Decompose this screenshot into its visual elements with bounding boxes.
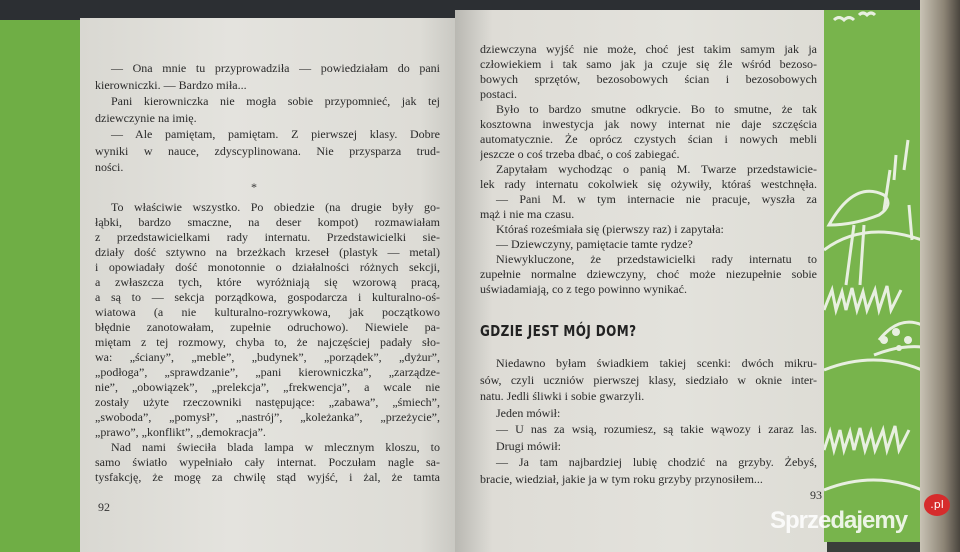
- text-line: błędnie zanotowałam, zupełnie odruchowo). Niewiele pa-: [95, 320, 440, 334]
- text-line: — Dziewczyny, pamiętacie tamte rydze?: [496, 237, 693, 251]
- page-number-right: 93: [810, 488, 822, 502]
- text-line: kosztowna inwestycja jak nowy internat nie daje szczęścia: [480, 117, 817, 131]
- text-line: samo światło wypełniało cały internat. Poczułam nagle sa-: [95, 455, 440, 469]
- book-edge: [920, 0, 960, 552]
- watermark-logo: Sprzedajemy: [770, 507, 908, 534]
- text-line: sów, czyli uczniów pierwszej klasy, siedziało w oknie inter-: [480, 372, 817, 387]
- text-line: bracie, wiedział, jakie ja w tym roku grzyby przynosiłem...: [480, 471, 763, 486]
- text-line: zostały użyte rzeczowniki następujące: „zabawa”, „śmiech”,: [95, 395, 440, 409]
- page-number-left: 92: [98, 500, 110, 514]
- text-line: jeszcze o coś trzeba dbać, o coś zabiegać.: [480, 147, 680, 161]
- text-line: „podłoga”, „sprawdzanie”, „pani kierowniczka”, „zarządze-: [95, 365, 440, 379]
- left-endpaper-green: [0, 20, 82, 552]
- text-line: dziewczynie na imię.: [95, 110, 197, 125]
- text-line: Drugi mówił:: [496, 438, 561, 453]
- text-line: natu. Jedli śliwki i sobie gwarzyli.: [480, 389, 645, 403]
- text-line: miętam z tej rozmowy, chyba to, że najczęściej padały sło-: [95, 335, 440, 349]
- text-line: lek rady internatu cokolwiek się ożywiły, któraś westchnęła.: [480, 177, 817, 191]
- text-line: Pani kierowniczka nie mogła sobie przypomnieć, jak tej: [111, 94, 440, 108]
- text-line: z przedstawicielkami rady internatu. Przedstawicielki sie-: [95, 230, 440, 244]
- text-line: — Ja tam najbardziej lubię chodzić na grzyby. Żebyś,: [496, 455, 817, 469]
- text-line: — Ona mnie tu przyprowadziła — powiedziałam do pani: [111, 61, 440, 75]
- text-line: Było to bardzo smutne odkrycie. Bo to smutne, że tak: [496, 102, 817, 116]
- text-line: a zwłaszcza tych, które wyróżniają się wzorową pracą,: [95, 275, 440, 289]
- right-text-block-1: [480, 42, 817, 297]
- text-line: dziewczyna wyjść nie może, choć jest takim samym jak ja: [480, 42, 817, 56]
- text-line: zupełnie normalne dziewczyny, choć może niezupełnie sobie: [480, 267, 817, 281]
- watermark-logo-badge: .pl: [924, 494, 950, 516]
- text-line: kierowniczki. — Bardzo miła...: [95, 77, 247, 92]
- text-line: — Ale pamiętam, pamiętam. Z pierwszej klasy. Dobre: [111, 127, 440, 141]
- text-line: To właściwie wszystko. Po obiedzie (na drugie były go-: [111, 200, 440, 214]
- text-line: Któraś roześmiała się (pierwszy raz) i zapytała:: [496, 222, 724, 236]
- text-line: działy dość sztywno na brzeżkach krzeseł (plastyk — metal): [95, 245, 440, 259]
- left-text-block-1: [95, 60, 440, 176]
- text-line: „swoboda”, „pomysł”, „nastrój”, „koleżanka”, „przeżycie”,: [95, 410, 440, 424]
- left-text-block-2: [95, 200, 440, 485]
- text-line: nie”, „obowiązek”, „prelekcja”, „frekwencja”, a wcale nie: [95, 380, 440, 394]
- text-line: „prawo”, „konflikt”, „demokracja”.: [95, 425, 266, 439]
- chapter-heading: GDZIE JEST MÓJ DOM?: [480, 322, 637, 340]
- text-line: — Pani M. w tym internacie nie pracuje, wyszła za: [496, 192, 817, 206]
- text-line: wiatowa (a nie kulturalno-rozrywkowa, jak początkowo: [95, 305, 440, 319]
- text-line: bowych sprzętów, bezosobowych ścian i bezosobowych: [480, 72, 817, 86]
- section-separator: *: [251, 180, 257, 194]
- text-line: tysfakcję, że mogę za chwilę stąd wyjść, i żal, że tamta: [95, 470, 440, 484]
- text-line: ności.: [95, 160, 124, 174]
- mushroom-illustration-icon: [824, 10, 922, 542]
- text-line: — U nas za wsią, rozumiesz, są takie wąwozy i zaraz las.: [496, 422, 817, 436]
- right-text-block-2: [480, 355, 817, 487]
- text-line: Zapytałam wychodząc o panią M. Twarze przedstawicie-: [496, 162, 817, 176]
- text-line: człowiekiem i tak samo jak ja czuje się źle wśród bezoso-: [480, 57, 817, 71]
- text-line: postaci.: [480, 87, 517, 101]
- mushroom-illustration: [824, 10, 922, 542]
- text-line: Jeden mówił:: [496, 405, 561, 420]
- text-line: Niedawno byłam świadkiem takiej scenki: dwóch mikru-: [496, 356, 817, 370]
- text-line: mąż i nie ma czasu.: [480, 207, 575, 221]
- text-line: łąbki, bardzo smaczne, na deser kompot) rozmawiałam: [95, 215, 440, 229]
- text-line: wa: „ściany”, „meble”, „budynek”, „porządek”, „dyżur”,: [95, 350, 440, 364]
- text-line: uświadamiają, co z tego powinno wynikać.: [480, 282, 687, 296]
- text-line: wyniki w nauce, zdyscyplinowana. Nie przysparza trud-: [95, 143, 440, 158]
- text-line: Niewykluczone, że przedstawicielki rady internatu to: [496, 252, 817, 266]
- text-line: Nad nami świeciła blada lampa w mlecznym kloszu, to: [111, 440, 440, 454]
- text-line: automatycznie. Że oprócz czystych ścian i nowych mebli: [480, 132, 817, 146]
- text-line: a są to — sekcja porządkowa, gospodarcza i kulturalno-oś-: [95, 290, 440, 304]
- text-line: i opowiadały dość monotonnie o działalności różnych sekcji,: [95, 260, 440, 274]
